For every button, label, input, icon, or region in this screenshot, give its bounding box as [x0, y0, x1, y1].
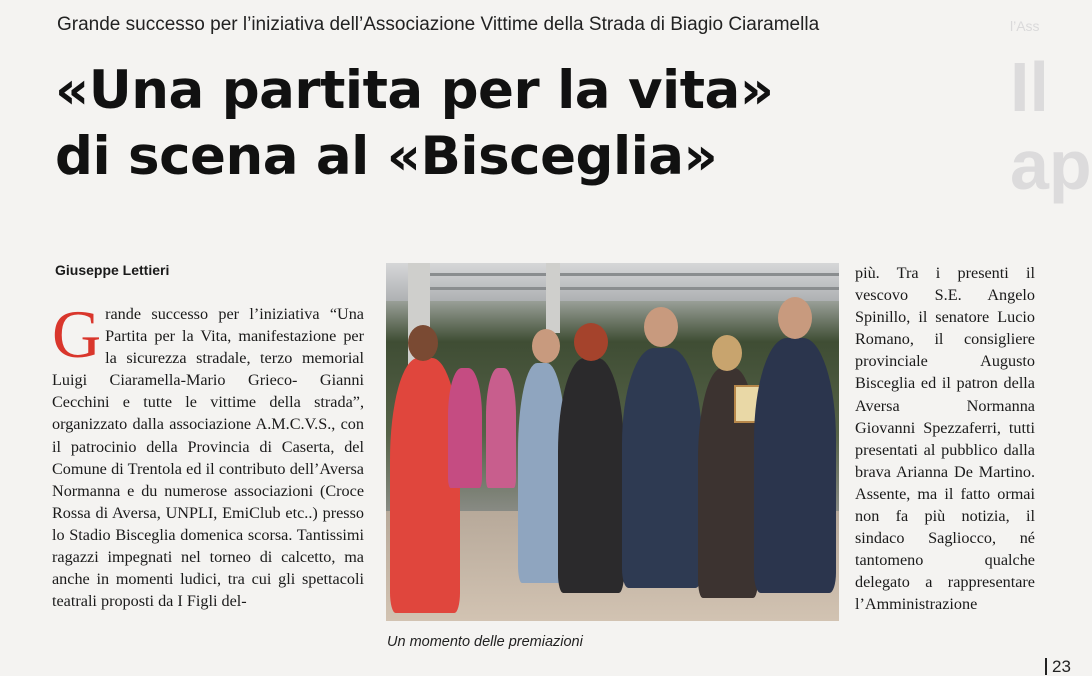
photo-person-head	[408, 325, 438, 361]
photo-person-head	[644, 307, 678, 347]
photo-person-head	[574, 323, 608, 361]
photo-caption: Un momento delle premiazioni	[387, 634, 583, 650]
photo-person	[622, 348, 702, 588]
drop-cap: G	[52, 296, 102, 372]
article-paragraph-left	[52, 296, 364, 612]
photo-person	[558, 358, 624, 593]
headline	[55, 58, 1015, 190]
author-byline: Giuseppe Lettieri	[55, 262, 170, 278]
photo-post	[546, 263, 560, 333]
headline-line-1: «Una partita per la vita»	[55, 60, 774, 121]
photo-pergola	[386, 263, 839, 301]
photo-beam	[426, 273, 839, 276]
article-column-right	[855, 262, 1035, 675]
article-text-right: più. Tra i presenti il vescovo S.E. Angelo Spinillo, il senatore Lucio Romano, il consigliere provinciale Augusto Bisceglia ed il patron della Aversa Normanna Giovanni Spezzaferri, tutti presentati al pubblico dalla brava Arianna De Martino. Assente, ma il fatto ormai non fa più notizia, il sindaco Sagliocco, né tantomeno qualche delegato a rappresentare l’Amministrazione	[855, 264, 1035, 614]
photo-person-head	[532, 329, 560, 363]
kicker: Grande successo per l’iniziativa dell’Associazione Vittime della Strada di Biagio Ciaramella	[57, 14, 820, 35]
facing-page-ghost-headline-2: ap	[1010, 126, 1092, 204]
headline-line-2: di scena al «Bisceglia»	[55, 126, 718, 187]
photo-person	[448, 368, 482, 488]
article-text-left: rande successo per l’iniziativa “Una Partita per la Vita, manifestazione per la sicurezza stradale, terzo memorial Luigi Ciaramella-Mario Grieco- Gianni Cecchini e tutte le vittime della strada”, organizzato dalla associazione A.M.C.V.S., con il patrocinio della Provincia di Caserta, del Comune di Trentola ed il contributo dell’Aversa Normanna e du numerose associazioni (Croce Rossa di Aversa, UNPLI, EmiClub etc..) presso lo Stadio Bisceglia domenica scorsa. Tantissimi ragazzi impegnati nel torneo di calcetto, ma anche in momenti ludici, tra cui gli spettacoli teatrali proposti da I Figli del-	[52, 305, 364, 611]
article-photo	[386, 263, 839, 621]
photo-person-head	[778, 297, 812, 339]
photo-beam	[426, 287, 839, 290]
article-column-left	[52, 296, 364, 675]
photo-person	[754, 338, 836, 593]
photo-person	[486, 368, 516, 488]
facing-page-ghost-headline: Il	[1010, 48, 1049, 126]
page-number: 23	[1045, 658, 1071, 675]
facing-page-ghost-text: l’Ass	[1010, 18, 1040, 34]
photo-person-head	[712, 335, 742, 371]
